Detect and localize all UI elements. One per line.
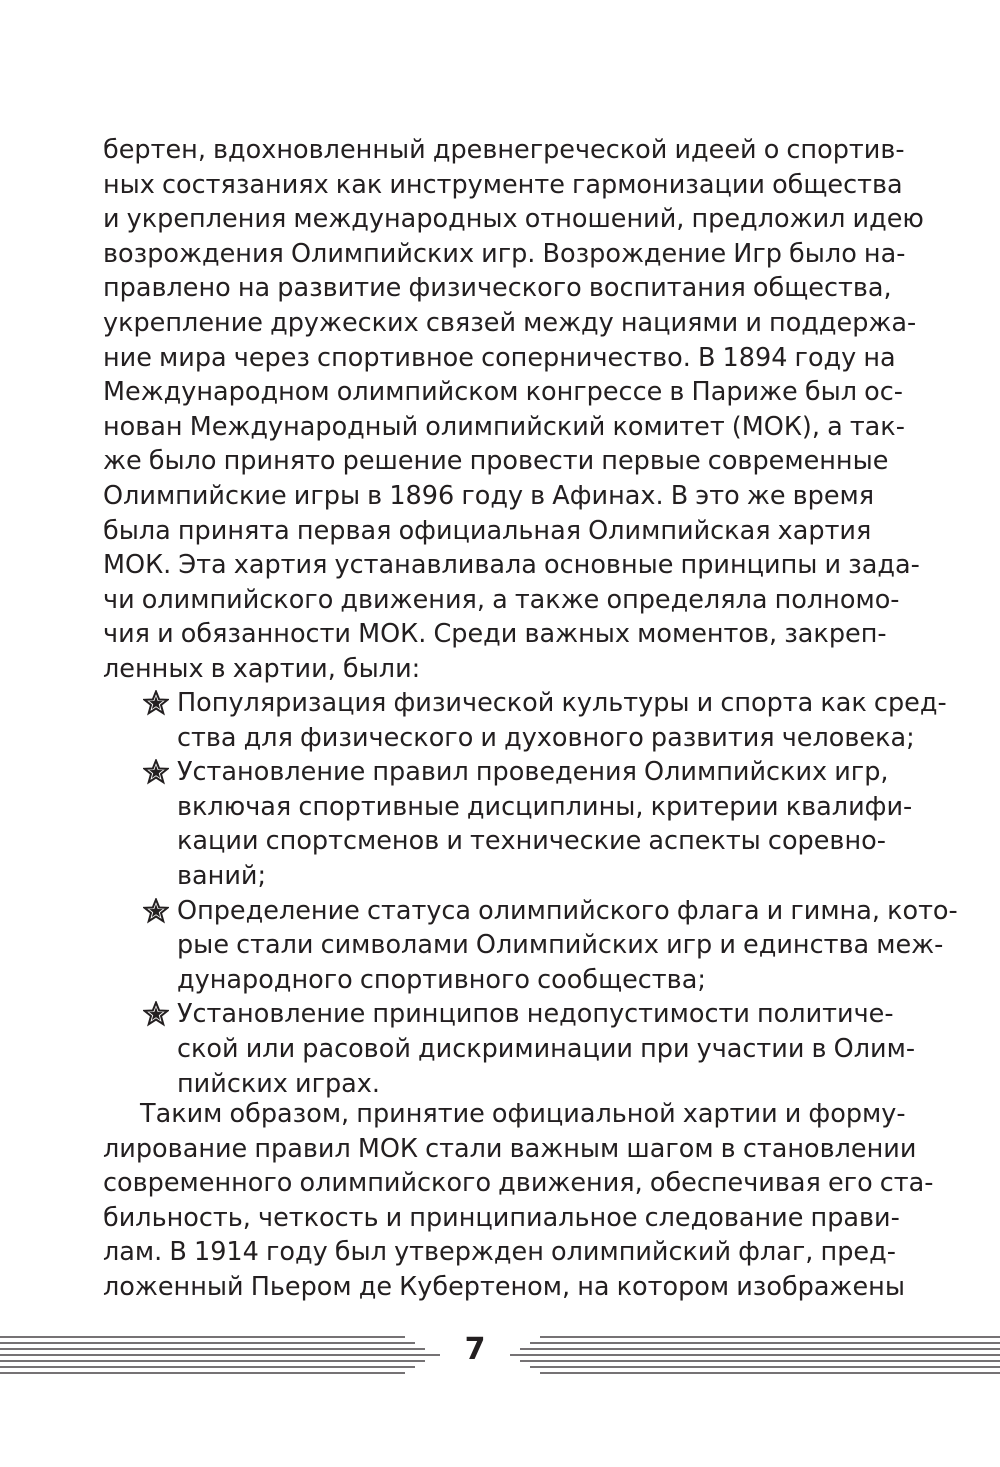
bullet-list <box>140 686 958 1101</box>
text-line: МОК. Эта хартия устанавливала основные принципы и зада- <box>103 550 920 581</box>
list-item <box>140 686 947 755</box>
text-line: ных состязаниях как инструменте гармонизации общества <box>103 169 903 200</box>
footer-rules <box>0 1320 1000 1380</box>
list-item <box>140 894 958 998</box>
text-line: Международном олимпийском конгрессе в Париже был ос- <box>103 377 903 408</box>
text-line: ленных в хартии, были: <box>103 653 421 684</box>
text-line: рые стали символами Олимпийских игр и единства меж- <box>177 930 944 961</box>
text-line: укрепление дружеских связей между нациями и поддержа- <box>103 307 917 338</box>
text-line: чи олимпийского движения, а также определяла полномо- <box>103 584 900 615</box>
star-bullet-icon <box>143 1001 169 1027</box>
text-line: правлено на развитие физического воспитания общества, <box>103 273 892 304</box>
text-line: нован Международный олимпийский комитет (МОК), а так- <box>103 411 905 442</box>
text-line: была принята первая официальная Олимпийская хартия <box>103 515 872 546</box>
text-line: ложенный Пьером де Кубертеном, на котором изображены <box>103 1271 905 1302</box>
text-line: Популяризация физической культуры и спорта как сред- <box>177 688 947 718</box>
text-line: пийских играх. <box>177 1068 380 1099</box>
star-bullet-icon <box>143 759 169 785</box>
text-line: дународного спортивного сообщества; <box>177 964 706 995</box>
text-line: и укрепления международных отношений, предложил идею <box>103 204 924 235</box>
text-line: бильность, четкость и принципиальное следование прави- <box>103 1202 900 1233</box>
text-line: Определение статуса олимпийского флага и гимна, кото- <box>177 895 958 926</box>
text-line: ской или расовой дискриминации при участии в Олим- <box>177 1033 916 1064</box>
text-line: бертен, вдохновленный древнегреческой идеей о спортив- <box>103 135 905 165</box>
text-line: лам. В 1914 году был утвержден олимпийский флаг, пред- <box>103 1237 896 1268</box>
text-line: же было принято решение провести первые современные <box>103 446 889 477</box>
text-line: ваний; <box>177 860 267 891</box>
star-bullet-icon <box>143 898 169 924</box>
text-line: включая спортивные дисциплины, критерии квалифи- <box>177 791 913 822</box>
text-line: кации спортсменов и технические аспекты соревно- <box>177 826 886 857</box>
text-line: возрождения Олимпийских игр. Возрождение Игр было на- <box>103 238 906 269</box>
text-line: современного олимпийского движения, обеспечивая его ста- <box>103 1168 934 1199</box>
text-line: чия и обязанности МОК. Среди важных моментов, закреп- <box>103 619 887 650</box>
text-line: Таким образом, принятие официальной хартии и форму- <box>140 1099 906 1129</box>
text-line: Установление принципов недопустимости политиче- <box>177 999 894 1030</box>
text-line: ние мира через спортивное соперничество. В 1894 году на <box>103 342 896 373</box>
page-footer <box>0 1320 1000 1380</box>
list-item <box>140 997 916 1101</box>
paragraph-1 <box>103 133 924 687</box>
text-line: лирование правил МОК стали важным шагом в становлении <box>103 1133 917 1164</box>
text-line: Установление правил проведения Олимпийских игр, <box>177 757 889 788</box>
text-line: Олимпийские игры в 1896 году в Афинах. В это же время <box>103 480 875 511</box>
list-item <box>140 755 913 893</box>
page-number: 7 <box>464 1332 486 1367</box>
text-line: ства для физического и духовного развития человека; <box>177 722 915 753</box>
paragraph-2 <box>103 1097 934 1305</box>
star-bullet-icon <box>143 690 169 716</box>
